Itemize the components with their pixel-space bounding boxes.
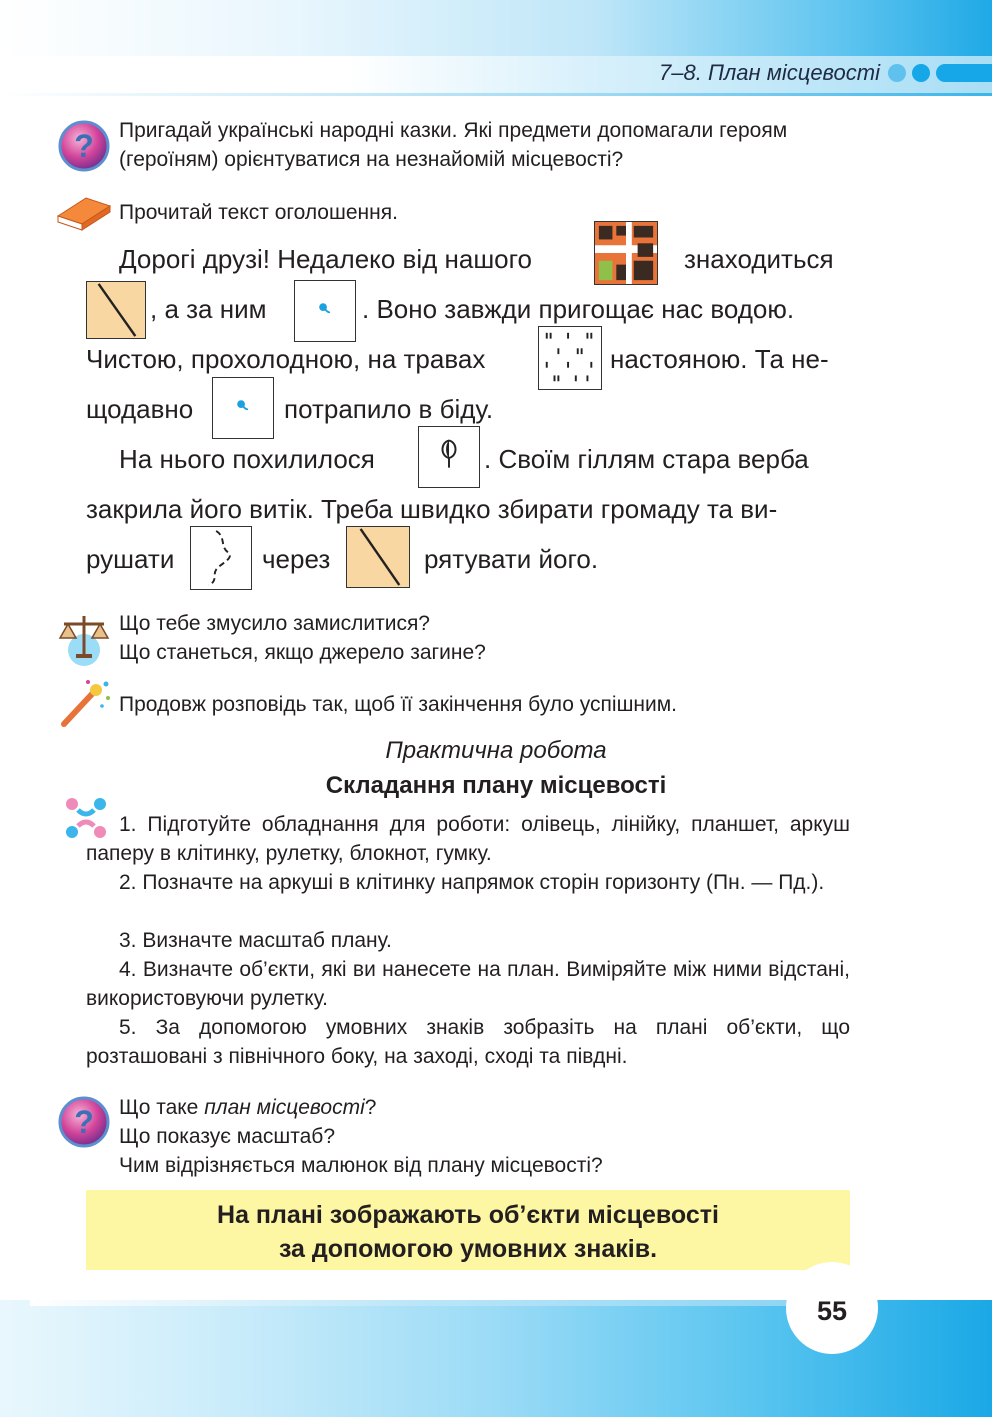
announcement-text: потрапило в біду. xyxy=(284,394,494,424)
step-item: 3. Визначте масштаб плану. xyxy=(119,929,392,952)
announcement-text: рятувати його. xyxy=(424,544,599,574)
term-emphasis: план місцевості xyxy=(204,1096,365,1119)
ravine-symbol xyxy=(86,281,146,339)
review-question-part: Що таке xyxy=(119,1096,205,1119)
announcement-text: через xyxy=(262,544,331,574)
announcement-text: . Воно завжди пригощає нас водою. xyxy=(362,294,795,324)
announcement-text: Дорогі друзі! Недалеко від нашого xyxy=(119,244,533,274)
question-icon xyxy=(58,120,110,172)
announcement-text: На нього похилилося xyxy=(119,444,375,474)
practical-subtitle: Практична робота xyxy=(385,737,607,764)
step-item: 4. Визначте об’єкти, які ви нанесете на план. Виміряйте між ними відстані, використовуючи рулетку. xyxy=(86,958,850,1010)
practical-title: Складання плану місцевості xyxy=(325,772,667,799)
path-symbol xyxy=(190,526,252,590)
announcement-text: щодавно xyxy=(86,394,194,424)
svg-text:?: ? xyxy=(74,1104,94,1140)
magic-wand-icon xyxy=(58,678,112,728)
header-dot xyxy=(888,64,906,82)
scales-icon xyxy=(56,610,112,666)
step-item: 5. За допомогою умовних знаків зобразіть на плані об’єкти, що розташовані з північного боку, на заході, сході та півдні. xyxy=(86,1016,850,1068)
reflection-question: Що тебе змусило замислитися? xyxy=(119,612,430,635)
review-question-part: ? xyxy=(364,1096,377,1119)
announcement-text: Чистою, прохолодною, на травах xyxy=(86,344,486,374)
review-question xyxy=(119,1093,376,1122)
header-bar xyxy=(936,64,992,82)
rule-line: На плані зображають об’єкти місцевості xyxy=(217,1201,719,1229)
announcement-text: знаходиться xyxy=(684,244,834,274)
announcement-text: . Своїм гіллям стара верба xyxy=(484,444,809,474)
page-number: 55 xyxy=(816,1296,848,1326)
continue-task: Продовж розповідь так, щоб її закінчення було успішним. xyxy=(119,693,678,716)
announcement-text: настояною. Та не- xyxy=(610,344,829,374)
intro-question: Пригадай українські народні казки. Які предмети допомагали героям (героїням) орієнтуватися на незнайомій місцевості? xyxy=(119,119,788,171)
read-instruction: Прочитай текст оголошення. xyxy=(119,201,398,224)
meadow-symbol xyxy=(538,326,602,390)
spring-symbol xyxy=(294,280,356,342)
spring-symbol xyxy=(212,377,274,439)
tree-symbol xyxy=(418,426,480,488)
announcement-text: рушати xyxy=(86,544,175,574)
header-dot xyxy=(912,64,930,82)
step-item: 2. Позначте на аркуші в клітинку напрямок сторін горизонту (Пн. — Пд.). xyxy=(119,871,825,894)
header-divider xyxy=(0,93,992,96)
announcement-text: закрила його витік. Треба швидко збирати громаду та ви- xyxy=(86,494,778,524)
header-band xyxy=(0,0,992,56)
ravine-symbol xyxy=(346,526,410,588)
reflection-question: Що станеться, якщо джерело загине? xyxy=(119,641,486,664)
svg-text:?: ? xyxy=(74,128,94,164)
book-icon xyxy=(56,194,112,232)
question-icon xyxy=(58,1096,110,1148)
settlement-symbol xyxy=(594,221,658,285)
review-question: Чим відрізняється малюнок від плану місцевості? xyxy=(119,1154,603,1177)
review-question: Що показує масштаб? xyxy=(119,1125,336,1148)
rule-line: за допомогою умовних знаків. xyxy=(278,1235,658,1263)
step-item: 1. Підготуйте обладнання для роботи: олівець, лінійку, планшет, аркуш паперу в клітинку, рулетку, блокнот, гумку. xyxy=(86,813,850,865)
chapter-title: 7–8. План місцевості xyxy=(659,60,880,85)
footer-line xyxy=(30,1300,790,1306)
announcement-text: , а за ним xyxy=(150,294,267,324)
